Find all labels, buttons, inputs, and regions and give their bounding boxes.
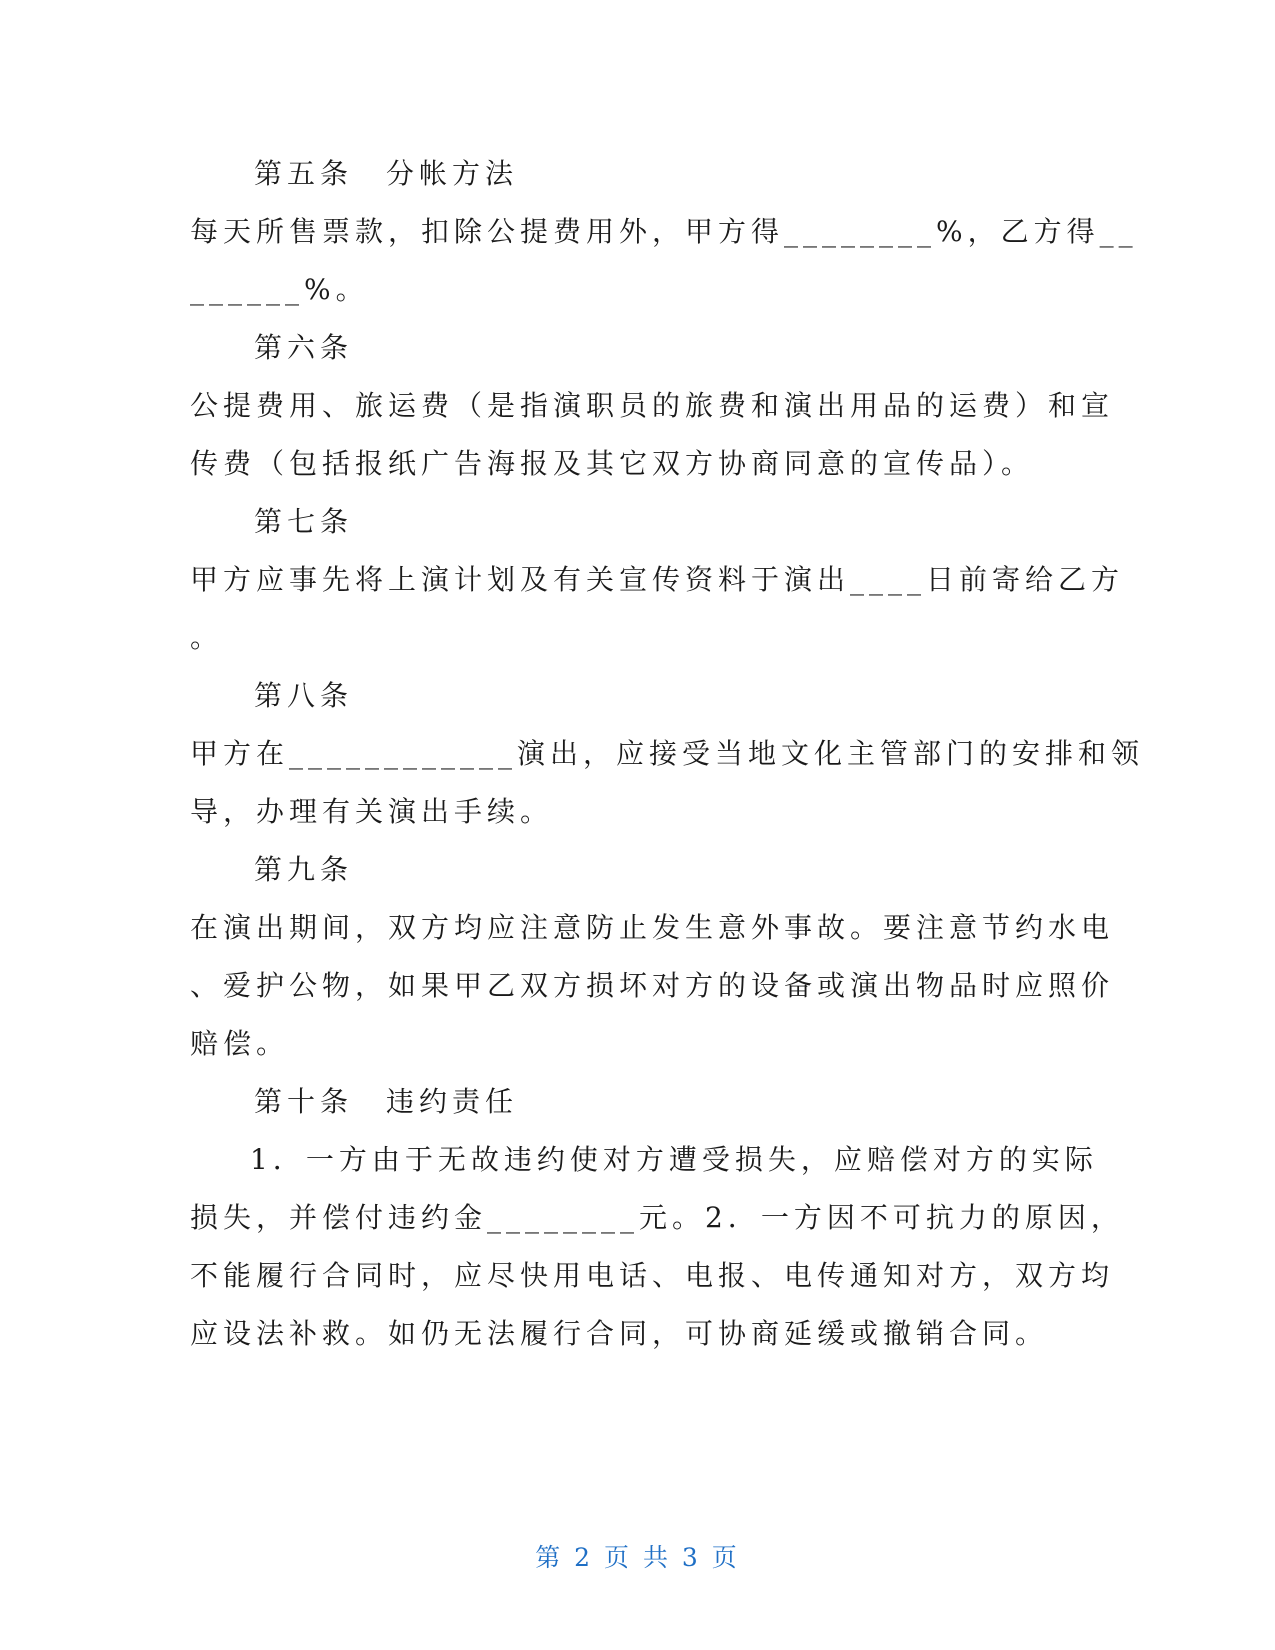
article-10-text-line-3: 不能履行合同时，应尽快用电话、电报、电传通知对方，双方均 (190, 1259, 1115, 1292)
article-5-text-line-1: 每天所售票款，扣除公提费用外，甲方得________%，乙方得__ (190, 215, 1138, 248)
article-9-text-line-2: 、爱护公物，如果甲乙双方损坏对方的设备或演出物品时应照价 (190, 969, 1115, 1002)
article-6-heading: 第六条 (254, 331, 354, 364)
article-8-text-line-1: 甲方在____________演出，应接受当地文化主管部门的安排和领 (190, 737, 1145, 770)
article-9-heading: 第九条 (254, 853, 354, 886)
article-6-text-line-1: 公提费用、旅运费（是指演职员的旅费和演出用品的运费）和宣 (190, 389, 1115, 422)
article-8-text-line-2: 导，办理有关演出手续。 (190, 795, 554, 828)
article-5-text-line-2: ______%。 (190, 273, 369, 306)
article-8-heading: 第八条 (254, 679, 354, 712)
page-number-footer: 第 2 页 共 3 页 (535, 1543, 740, 1572)
article-10-text-line-2: 损失，并偿付违约金________元。2．一方因不可抗力的原因， (190, 1201, 1124, 1234)
article-9-text-line-3: 赔偿。 (190, 1027, 290, 1060)
article-5-heading: 第五条 分帐方法 (254, 157, 519, 190)
article-7-heading: 第七条 (254, 505, 354, 538)
article-7-text-line-2: 。 (190, 621, 224, 654)
article-10-text-line-1: 1．一方由于无故违约使对方遭受损失，应赔偿对方的实际 (250, 1143, 1098, 1176)
article-10-heading: 第十条 违约责任 (254, 1085, 519, 1118)
article-7-text-line-1: 甲方应事先将上演计划及有关宣传资料于演出____日前寄给乙方 (190, 563, 1125, 596)
article-10-text-line-4: 应设法补救。如仍无法履行合同，可协商延缓或撤销合同。 (190, 1317, 1049, 1350)
article-9-text-line-1: 在演出期间，双方均应注意防止发生意外事故。要注意节约水电 (190, 911, 1115, 944)
document-body (190, 145, 1145, 1363)
article-6-text-line-2: 传费（包括报纸广告海报及其它双方协商同意的宣传品）。 (190, 447, 1035, 480)
